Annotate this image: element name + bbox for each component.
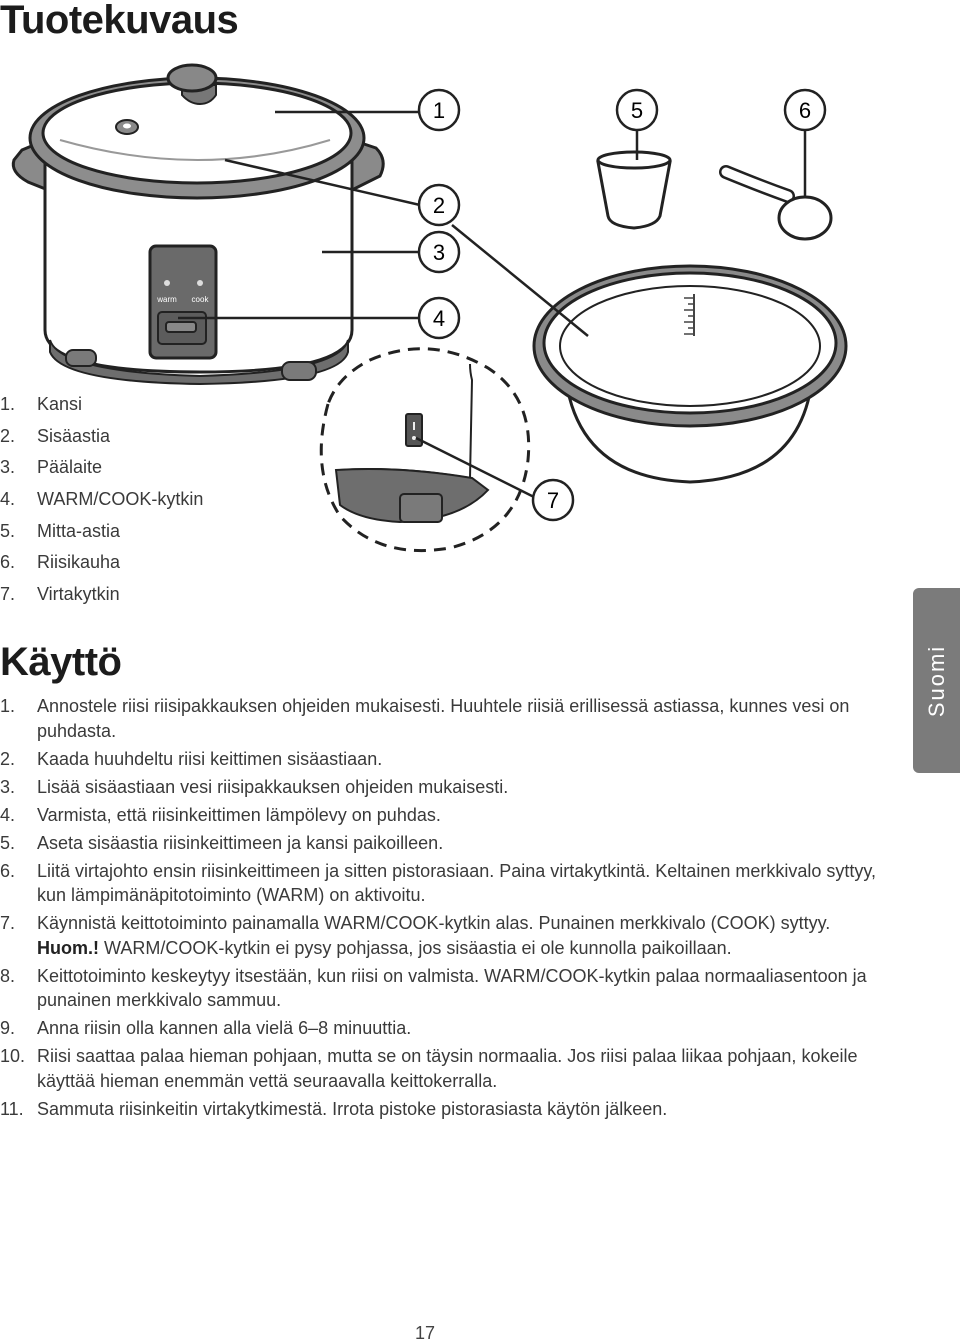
page-number: 17 xyxy=(414,1323,436,1343)
usage-step: 4. Varmista, että riisinkeittimen lämpölevy on puhdas. xyxy=(0,804,441,825)
usage-step: 7. Käynnistä keittotoiminto painamalla WARM/COOK-kytkin alas. Punainen merkkivalo (COOK) syttyy. Huom.! WARM/COOK-kytkin ei pysy pohjassa, jos sisäastia ei ole kunnolla paikoillaan. xyxy=(0,913,831,958)
usage-step: 10. Riisi saattaa palaa hieman pohjaan, mutta se on täysin normaalia. Jos riisi palaa liikaa pohjaan, kokeile käyttää hieman enemmän vettä seuraavalla keittokerralla. xyxy=(0,1046,858,1091)
inner-pot xyxy=(534,266,846,482)
language-tab xyxy=(913,588,960,773)
note-label: Huom.! xyxy=(37,937,99,958)
usage-step: 11. Sammuta riisinkeitin virtakytkimestä. Irrota pistoke pistorasiasta käytön jälkeen. xyxy=(0,1098,668,1119)
parts-list-item: 4. WARM/COOK-kytkin xyxy=(0,489,204,510)
parts-list-item: 6. Riisikauha xyxy=(0,552,121,573)
usage-step: 8. Keittotoiminto keskeytyy itsestään, kun riisi on valmista. WARM/COOK-kytkin palaa normaaliasentoon ja punainen merkkivalo sammuu. xyxy=(0,965,867,1010)
lid xyxy=(30,65,364,198)
parts-list-item: 2. Sisäastia xyxy=(0,425,111,446)
usage-steps-list xyxy=(0,694,880,1125)
usage-step: 2. Kaada huuhdeltu riisi keittimen sisäastiaan. xyxy=(0,748,383,769)
usage-step: 5. Aseta sisäastia riisinkeittimeen ja kansi paikoilleen. xyxy=(0,832,444,853)
parts-list xyxy=(0,391,203,613)
measuring-cup xyxy=(598,152,670,228)
callout-1: 1 xyxy=(432,98,446,123)
warm-label: warm xyxy=(157,295,177,304)
power-switch-detail xyxy=(321,349,528,551)
usage-step: 3. Lisää sisäastiaan vesi riisipakkauksen ohjeiden mukaisesti. xyxy=(0,776,509,797)
cook-label: cook xyxy=(191,295,209,304)
parts-list-item: 1. Kansi xyxy=(0,394,83,414)
parts-list-item: 7. Virtakytkin xyxy=(0,584,120,605)
parts-list-item: 5. Mitta-astia xyxy=(0,520,121,541)
callout-5: 5 xyxy=(630,98,644,123)
callout-6: 6 xyxy=(798,98,812,123)
section-title-product-description: Tuotekuvaus xyxy=(0,0,239,42)
usage-step: 9. Anna riisin olla kannen alla vielä 6–8 minuuttia. xyxy=(0,1018,412,1038)
callout-4: 4 xyxy=(432,306,446,331)
rice-spoon xyxy=(726,172,831,239)
parts-list-item: 3. Päälaite xyxy=(0,457,103,478)
callout-3: 3 xyxy=(432,240,446,265)
callout-2: 2 xyxy=(432,193,446,218)
usage-step: 1. Annostele riisi riisipakkauksen ohjeiden mukaisesti. Huuhtele riisiä erillisessä astiassa, kunnes vesi on puhdasta. xyxy=(0,696,850,741)
section-title-usage: Käyttö xyxy=(0,640,122,684)
usage-step: 6. Liitä virtajohto ensin riisinkeittimeen ja sitten pistorasiaan. Paina virtakytkintä. Keltainen merkkivalo syttyy, kun lämpimänäpitotoiminto (WARM) on aktivoitu. xyxy=(0,860,877,905)
language-tab-label: Suomi xyxy=(923,644,949,717)
callout-7: 7 xyxy=(546,488,560,513)
